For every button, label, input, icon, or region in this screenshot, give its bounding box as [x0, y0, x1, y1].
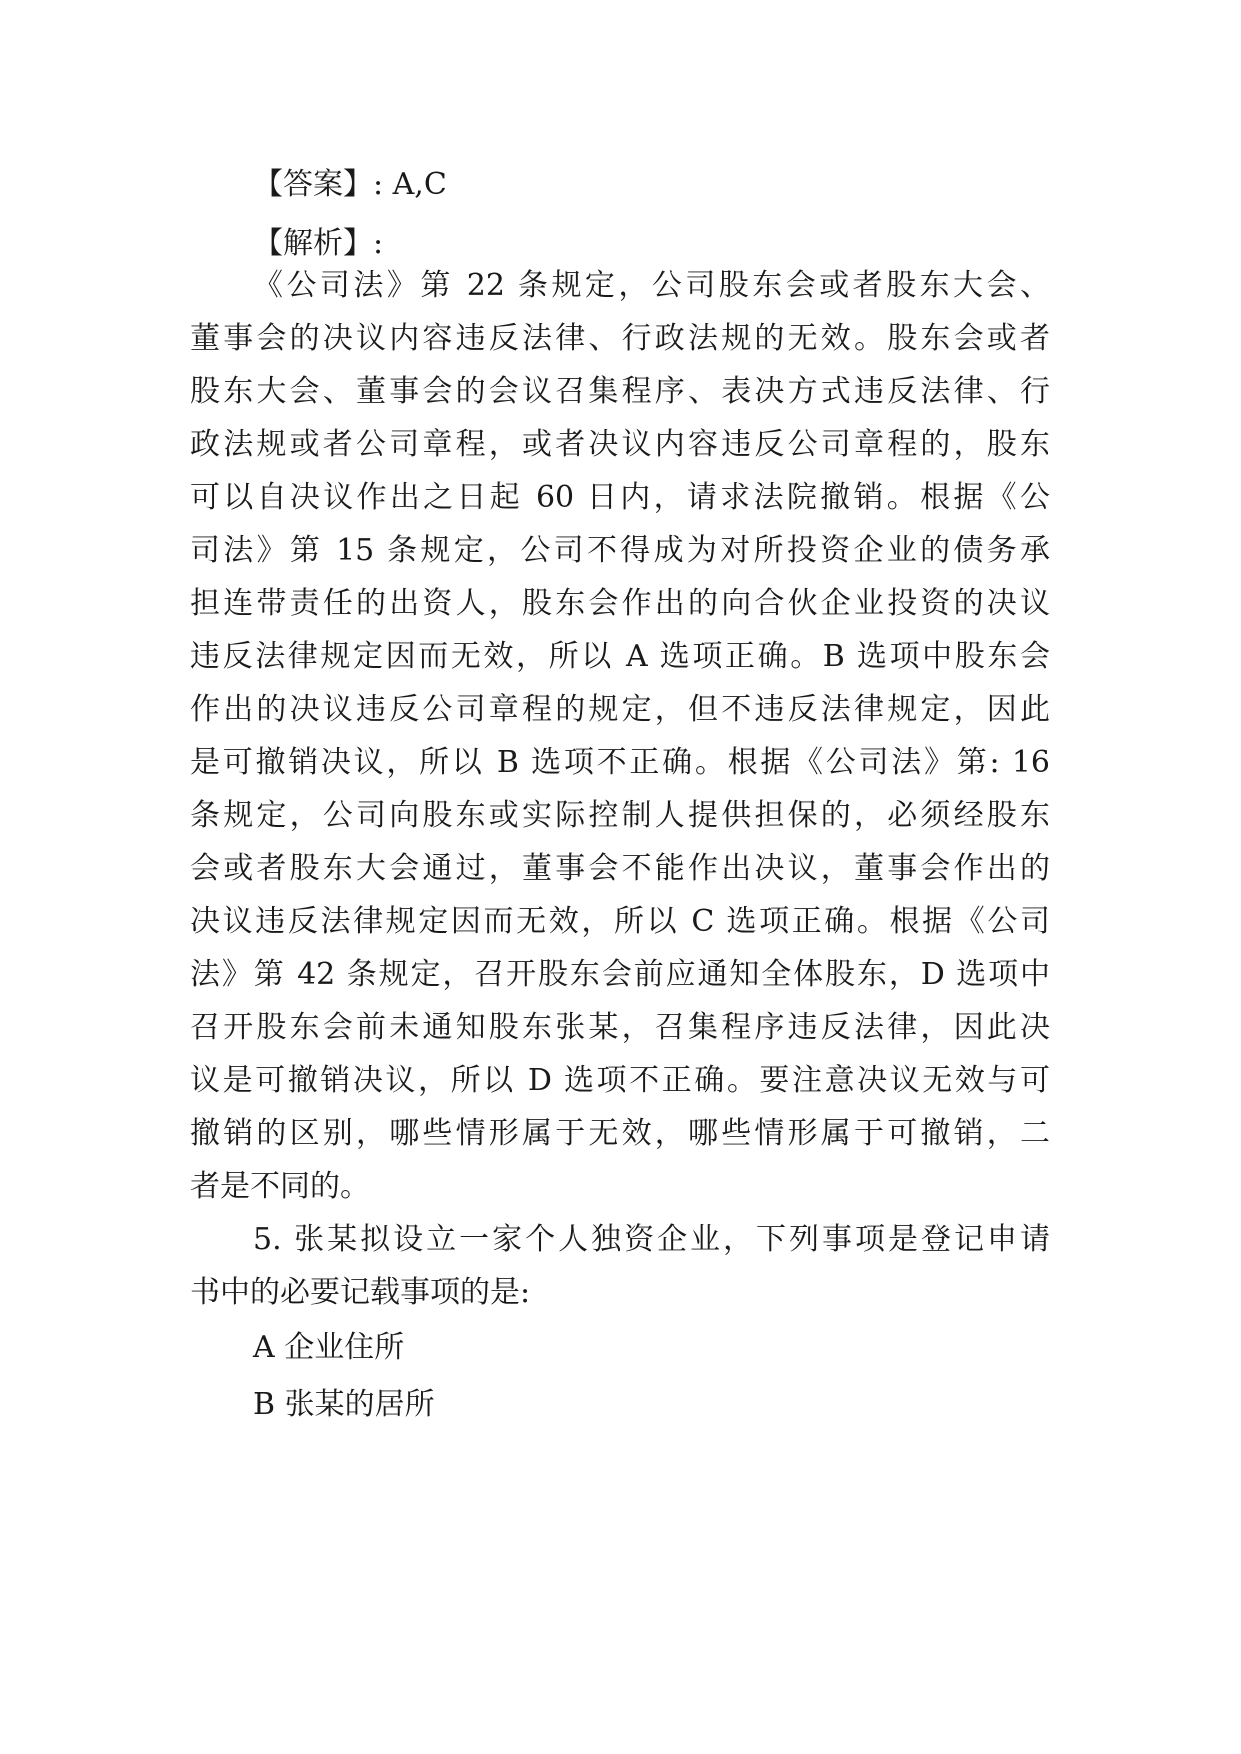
question-line: 书中的必要记载事项的是: — [190, 1275, 531, 1310]
option-a: A 企业住所 — [253, 1330, 405, 1365]
paragraph-line: 法》第 42 条规定，召开股东会前应通知全体股东，D 选项中 — [190, 957, 1050, 992]
paragraph-line: 政法规或者公司章程，或者决议内容违反公司章程的，股东 — [190, 427, 1050, 462]
paragraph-line: 《公司法》第 22 条规定，公司股东会或者股东大会、 — [253, 268, 1050, 303]
paragraph-line: 者是不同的。 — [190, 1169, 370, 1204]
paragraph-line: 会或者股东大会通过，董事会不能作出决议，董事会作出的 — [190, 851, 1050, 886]
paragraph-line: 股东大会、董事会的会议召集程序、表决方式违反法律、行 — [190, 374, 1050, 409]
paragraph-line: 决议违反法律规定因而无效，所以 C 选项正确。根据《公司 — [190, 904, 1050, 939]
paragraph-line: 议是可撤销决议，所以 D 选项不正确。要注意决议无效与可 — [190, 1063, 1050, 1098]
paragraph-line: 撤销的区别，哪些情形属于无效，哪些情形属于可撤销，二 — [190, 1116, 1050, 1151]
option-b: B 张某的居所 — [253, 1387, 435, 1422]
paragraph-line: 董事会的决议内容违反法律、行政法规的无效。股东会或者 — [190, 321, 1050, 356]
question-line: 5. 张某拟设立一家个人独资企业，下列事项是登记申请 — [253, 1222, 1050, 1257]
paragraph-line: 是可撤销决议，所以 B 选项不正确。根据《公司法》第: 16 — [190, 745, 1050, 780]
answer-line: 【答案】: A,C — [253, 167, 447, 202]
paragraph-line: 召开股东会前未通知股东张某，召集程序违反法律，因此决 — [190, 1010, 1050, 1045]
paragraph-line: 作出的决议违反公司章程的规定，但不违反法律规定，因此 — [190, 692, 1050, 727]
paragraph-line: 可以自决议作出之日起 60 日内，请求法院撤销。根据《公 — [190, 480, 1050, 515]
paragraph-line: 担连带责任的出资人，股东会作出的向合伙企业投资的决议 — [190, 586, 1050, 621]
analysis-label: 【解析】: — [253, 226, 384, 261]
paragraph-line: 条规定，公司向股东或实际控制人提供担保的，必须经股东 — [190, 798, 1050, 833]
paragraph-line: 司法》第 15 条规定，公司不得成为对所投资企业的债务承 — [190, 533, 1050, 568]
paragraph-line: 违反法律规定因而无效，所以 A 选项正确。B 选项中股东会 — [190, 639, 1050, 674]
